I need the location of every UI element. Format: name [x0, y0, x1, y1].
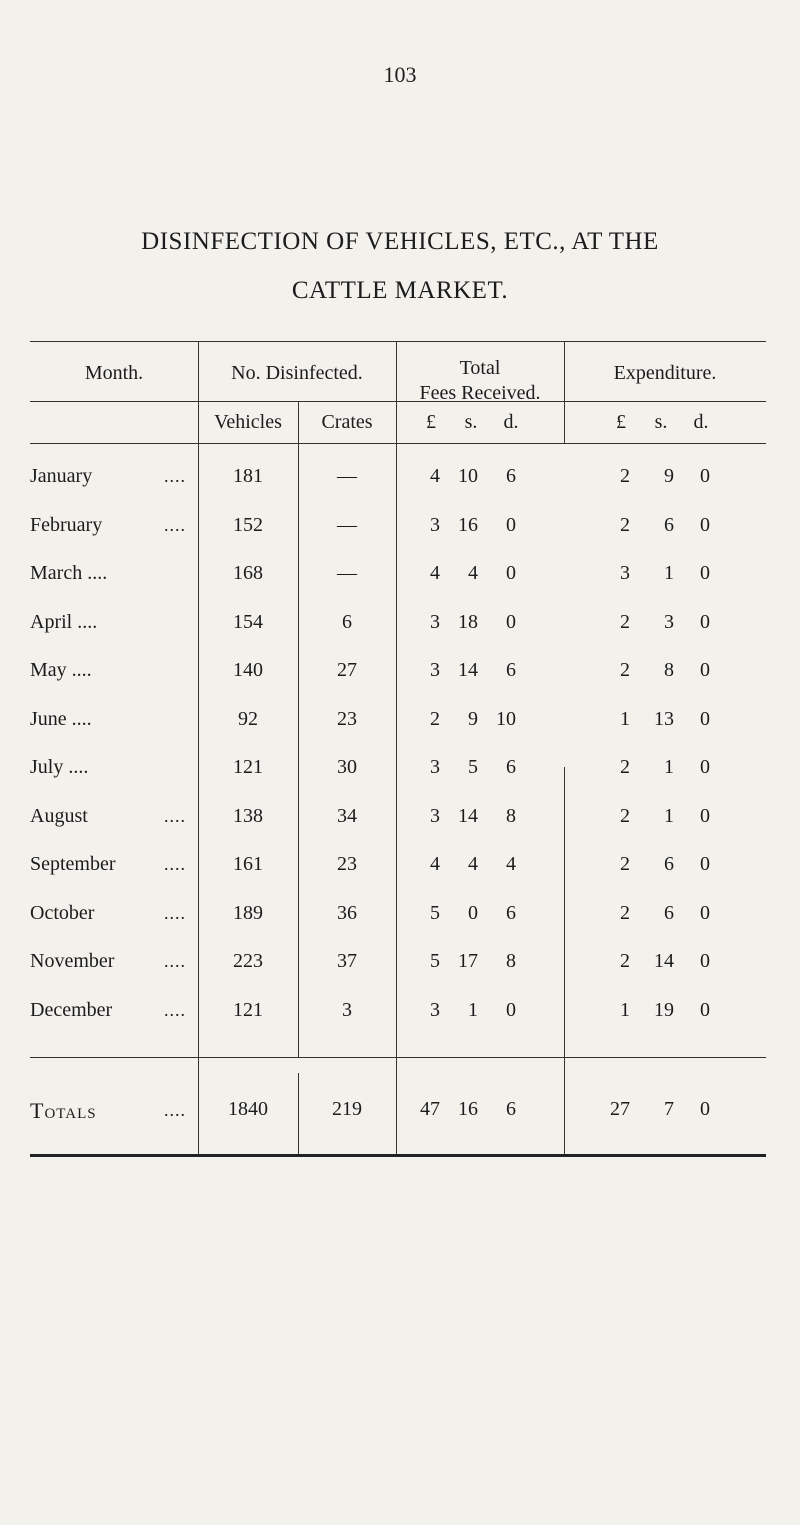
row-month: May ....	[30, 659, 92, 681]
exp-shillings: 8	[664, 659, 674, 681]
exp-shillings: 9	[664, 465, 674, 487]
exp-pence: 0	[700, 513, 710, 536]
fees-pence: 0	[506, 610, 516, 633]
header-exp-shillings: s.	[654, 411, 668, 433]
fees-shillings: 0	[468, 901, 478, 924]
fees-shillings: 4	[468, 562, 478, 584]
rule-top	[30, 341, 766, 342]
header-vehicles: Vehicles	[214, 411, 282, 433]
fees-pounds: 3	[430, 998, 440, 1021]
rule-under-units	[30, 443, 766, 444]
exp-pounds: 1	[620, 707, 630, 730]
crates-value: —	[337, 513, 357, 536]
header-fees-pounds: £	[426, 411, 436, 433]
leader-dots: ....	[164, 514, 186, 535]
header-month: Month.	[84, 362, 144, 384]
header-fees-pence: d.	[503, 411, 519, 433]
exp-pence: 0	[700, 465, 710, 487]
exp-shillings: 14	[654, 950, 674, 972]
fees-pounds: 5	[430, 950, 440, 972]
exp-pounds: 1	[620, 998, 630, 1021]
fees-pence: 6	[506, 465, 516, 487]
crates-value: —	[337, 465, 357, 487]
fees-pounds: 3	[430, 804, 440, 827]
fees-pence: 10	[496, 707, 516, 730]
fees-shillings: 16	[458, 1098, 478, 1120]
vehicles-value: 140	[233, 659, 263, 681]
header-fees-shillings: s.	[464, 411, 478, 433]
exp-pounds: 2	[620, 804, 630, 827]
crates-value: 23	[337, 853, 357, 875]
exp-shillings: 1	[664, 562, 674, 584]
exp-pence: 0	[700, 659, 710, 681]
exp-pence: 0	[700, 853, 710, 875]
vehicles-value: 189	[233, 901, 263, 924]
exp-pounds: 2	[620, 950, 630, 972]
page-number: 103	[383, 62, 417, 87]
exp-pounds: 2	[620, 513, 630, 536]
header-total-fees-line1: Total	[459, 357, 501, 379]
exp-pence: 0	[700, 562, 710, 584]
exp-shillings: 6	[664, 853, 674, 875]
exp-pence: 0	[700, 901, 710, 924]
fees-shillings: 18	[458, 610, 478, 633]
exp-pence: 0	[700, 610, 710, 633]
exp-pence: 0	[700, 998, 710, 1021]
fees-pounds: 3	[430, 756, 440, 778]
exp-pence: 0	[700, 707, 710, 730]
vehicles-value: 1840	[228, 1098, 268, 1120]
exp-pence: 0	[700, 950, 710, 972]
fees-pounds: 47	[420, 1098, 440, 1120]
fees-shillings: 9	[468, 707, 478, 730]
header-total-fees-line2: Fees Received.	[419, 382, 541, 404]
fees-pounds: 4	[430, 465, 440, 487]
crates-value: —	[337, 562, 357, 584]
row-month: October	[30, 901, 95, 924]
totals-label: Totals	[30, 1098, 97, 1123]
fees-pounds: 3	[430, 659, 440, 681]
fees-shillings: 1	[468, 998, 478, 1021]
header-exp-pounds: £	[616, 411, 626, 433]
exp-pence: 0	[700, 756, 710, 778]
header-no-disinfected: No. Disinfected.	[231, 362, 363, 384]
row-month: January	[30, 465, 93, 487]
vehicles-value: 121	[233, 998, 263, 1021]
page-subtitle: CATTLE MARKET.	[291, 277, 509, 304]
fees-pence: 4	[506, 853, 516, 875]
row-month: June ....	[30, 707, 92, 730]
vehicles-value: 152	[233, 513, 263, 536]
exp-shillings: 1	[664, 756, 674, 778]
leader-dots: ....	[164, 854, 186, 874]
row-month: December	[30, 998, 113, 1021]
leader-dots: ....	[164, 902, 186, 923]
crates-value: 36	[337, 901, 357, 924]
exp-shillings: 19	[654, 998, 674, 1021]
disinfection-table	[30, 341, 766, 1525]
row-month: February	[30, 513, 103, 536]
page-title: DISINFECTION OF VEHICLES, ETC., AT THE	[141, 228, 659, 255]
exp-pence: 0	[700, 804, 710, 827]
fees-pence: 6	[506, 1098, 516, 1120]
exp-shillings: 1	[664, 804, 674, 827]
crates-value: 30	[337, 756, 357, 778]
row-month: September	[30, 853, 116, 875]
exp-pounds: 2	[620, 659, 630, 681]
exp-pounds: 2	[620, 901, 630, 924]
crates-value: 6	[342, 610, 352, 633]
row-month: November	[30, 950, 115, 972]
leader-dots: ....	[164, 1100, 186, 1120]
fees-shillings: 10	[458, 465, 478, 487]
exp-shillings: 13	[654, 707, 674, 730]
crates-value: 34	[337, 804, 357, 827]
exp-pounds: 27	[610, 1098, 630, 1120]
fees-shillings: 4	[468, 853, 478, 875]
row-month: April ....	[30, 610, 98, 633]
col-divider-4	[564, 341, 565, 443]
exp-shillings: 3	[664, 610, 674, 633]
col-divider-4b	[564, 767, 565, 1154]
header-exp-pence: d.	[693, 411, 709, 433]
col-divider-1	[198, 341, 199, 1154]
row-month: March ....	[30, 562, 108, 584]
fees-pence: 0	[506, 998, 516, 1021]
fees-shillings: 14	[458, 659, 478, 681]
exp-pounds: 3	[620, 562, 630, 584]
row-month: July ....	[30, 756, 89, 778]
crates-value: 3	[342, 998, 352, 1021]
leader-dots: ....	[164, 999, 186, 1020]
leader-dots: ....	[164, 466, 186, 486]
vehicles-value: 138	[233, 804, 263, 827]
fees-pence: 0	[506, 562, 516, 584]
exp-pounds: 2	[620, 465, 630, 487]
exp-shillings: 7	[664, 1098, 674, 1120]
fees-pounds: 3	[430, 513, 440, 536]
rule-above-totals	[30, 1057, 766, 1058]
exp-pounds: 2	[620, 610, 630, 633]
fees-pence: 6	[506, 901, 516, 924]
fees-pounds: 2	[430, 707, 440, 730]
fees-shillings: 14	[458, 804, 478, 827]
header-crates: Crates	[321, 411, 373, 433]
fees-pence: 6	[506, 756, 516, 778]
fees-pence: 0	[506, 513, 516, 536]
crates-value: 37	[337, 950, 357, 972]
exp-pounds: 2	[620, 853, 630, 875]
crates-value: 219	[332, 1098, 362, 1120]
col-divider-3	[396, 341, 397, 1154]
crates-value: 23	[337, 707, 357, 730]
fees-pounds: 4	[430, 853, 440, 875]
vehicles-value: 168	[233, 562, 263, 584]
fees-shillings: 17	[458, 950, 478, 972]
vehicles-value: 154	[233, 610, 263, 633]
fees-shillings: 5	[468, 756, 478, 778]
row-month: August	[30, 804, 88, 827]
vehicles-value: 223	[233, 950, 263, 972]
leader-dots: ....	[164, 805, 186, 826]
fees-pence: 8	[506, 804, 516, 827]
fees-pence: 6	[506, 659, 516, 681]
fees-pounds: 5	[430, 901, 440, 924]
leader-dots: ....	[164, 951, 186, 971]
exp-shillings: 6	[664, 901, 674, 924]
vehicles-value: 92	[238, 707, 258, 730]
rule-bottom	[30, 1154, 766, 1157]
vehicles-value: 121	[233, 756, 263, 778]
vehicles-value: 161	[233, 853, 263, 875]
exp-shillings: 6	[664, 513, 674, 536]
fees-pounds: 3	[430, 610, 440, 633]
fees-pence: 8	[506, 950, 516, 972]
crates-value: 27	[337, 659, 357, 681]
fees-shillings: 16	[458, 513, 478, 536]
header-expenditure: Expenditure.	[613, 362, 717, 384]
fees-pounds: 4	[430, 562, 440, 584]
exp-pounds: 2	[620, 756, 630, 778]
vehicles-value: 181	[233, 465, 263, 487]
exp-pence: 0	[700, 1098, 710, 1120]
